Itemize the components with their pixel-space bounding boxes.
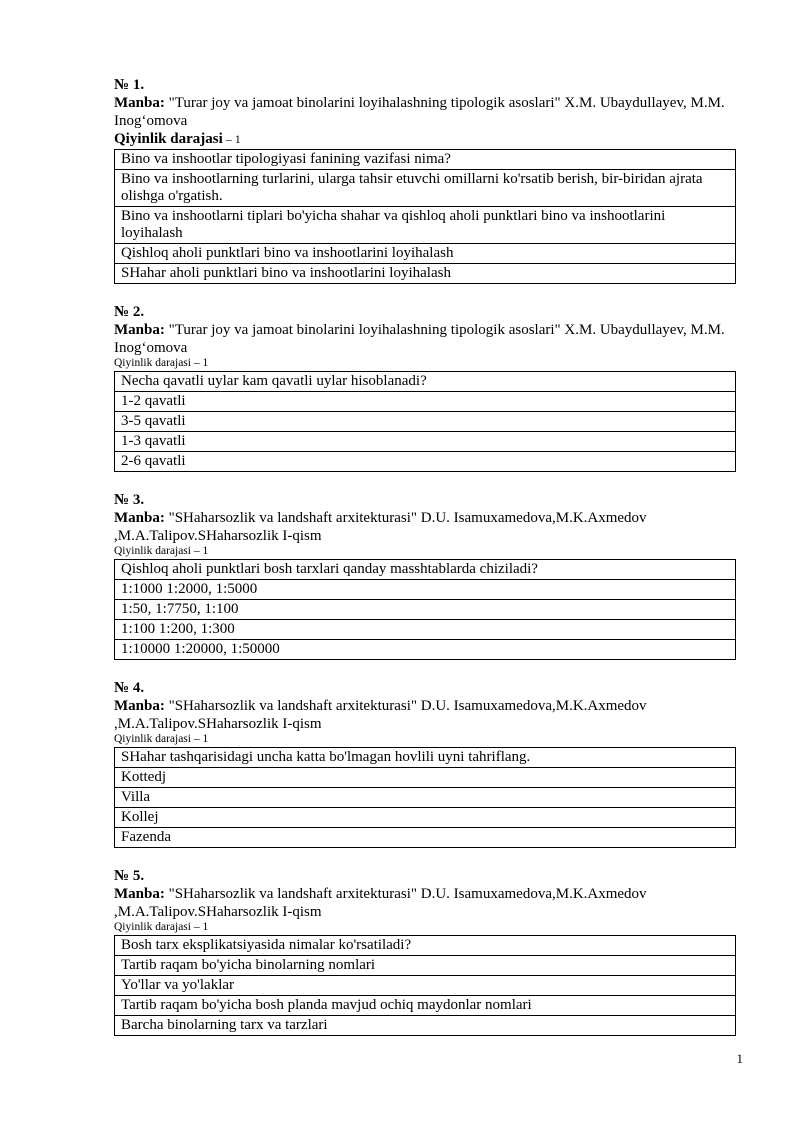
- source-label: Manba:: [114, 698, 165, 714]
- document-page: [114, 76, 736, 1055]
- answer-option: 1-3 qavatli: [115, 432, 736, 452]
- answer-option: Bino va inshootlarni tiplari bo'yicha shahar va qishloq aholi punktlari bino va inshootlarini loyihalash: [115, 207, 736, 244]
- question-table: [114, 149, 736, 284]
- question-block-5: [114, 867, 736, 1036]
- answer-option: 1:50, 1:7750, 1:100: [115, 600, 736, 620]
- difficulty-label: Qiyinlik darajasi: [114, 733, 191, 745]
- difficulty-line: [114, 545, 736, 558]
- question-number: № 2.: [114, 304, 145, 320]
- question-row: [115, 150, 736, 170]
- difficulty-line: [114, 733, 736, 746]
- answer-row: [115, 1016, 736, 1036]
- question-table: [114, 371, 736, 472]
- question-block-2: [114, 303, 736, 472]
- answer-option: Yo'llar va yo'laklar: [115, 976, 736, 996]
- question-block-3: [114, 491, 736, 660]
- answer-row: [115, 956, 736, 976]
- source-text: "SHaharsozlik va landshaft arxitekturasi" D.U. Isamuxamedova,M.K.Axmedov ,M.A.Talipov.SHaharsozlik I-qism: [114, 886, 647, 920]
- answer-option: Bino va inshootlarning turlarini, ularga tahsir etuvchi omillarni ko'rsatib berish, bir-biridan ajrata olishga o'rgatish.: [115, 170, 736, 207]
- difficulty-label: Qiyinlik darajasi: [114, 921, 191, 933]
- difficulty-label: Qiyinlik darajasi: [114, 131, 223, 147]
- difficulty-value: – 1: [222, 132, 241, 146]
- answer-option: SHahar aholi punktlari bino va inshootlarini loyihalash: [115, 264, 736, 284]
- answer-option: Barcha binolarning tarx va tarzlari: [115, 1016, 736, 1036]
- difficulty-label: Qiyinlik darajasi: [114, 545, 191, 557]
- question-source: [114, 509, 736, 545]
- question-block-1: [114, 76, 736, 284]
- difficulty-value: – 1: [190, 545, 209, 557]
- answer-row: [115, 808, 736, 828]
- question-number: № 1.: [114, 77, 145, 93]
- difficulty-line: [114, 130, 736, 148]
- source-text: "Turar joy va jamoat binolarini loyihalashning tipologik asoslari" X.M. Ubaydullayev, M.M. Inog‘omova: [114, 95, 725, 129]
- question-source: [114, 697, 736, 733]
- answer-row: [115, 580, 736, 600]
- difficulty-value: – 1: [190, 733, 209, 745]
- answer-option: 1:1000 1:2000, 1:5000: [115, 580, 736, 600]
- question-table: [114, 747, 736, 848]
- question-table: [114, 935, 736, 1036]
- source-text: "Turar joy va jamoat binolarini loyihalashning tipologik asoslari" X.M. Ubaydullayev, M.M. Inog‘omova: [114, 322, 725, 356]
- answer-option: 2-6 qavatli: [115, 452, 736, 472]
- question-row: [115, 372, 736, 392]
- question-row: [115, 936, 736, 956]
- question-number: № 3.: [114, 492, 145, 508]
- answer-option: Tartib raqam bo'yicha bosh planda mavjud ochiq maydonlar nomlari: [115, 996, 736, 1016]
- answer-option: Villa: [115, 788, 736, 808]
- question-table: [114, 559, 736, 660]
- answer-option: Fazenda: [115, 828, 736, 848]
- answer-row: [115, 640, 736, 660]
- answer-row: [115, 207, 736, 244]
- question-number: № 4.: [114, 680, 145, 696]
- source-label: Manba:: [114, 322, 165, 338]
- answer-option: 1:100 1:200, 1:300: [115, 620, 736, 640]
- answer-option: 1-2 qavatli: [115, 392, 736, 412]
- answer-option: Tartib raqam bo'yicha binolarning nomlari: [115, 956, 736, 976]
- question-row: [115, 560, 736, 580]
- answer-option: 3-5 qavatli: [115, 412, 736, 432]
- source-text: "SHaharsozlik va landshaft arxitekturasi" D.U. Isamuxamedova,M.K.Axmedov ,M.A.Talipov.SHaharsozlik I-qism: [114, 510, 647, 544]
- answer-row: [115, 788, 736, 808]
- question-source: [114, 94, 736, 130]
- source-label: Manba:: [114, 886, 165, 902]
- question-number: № 5.: [114, 868, 145, 884]
- question-text: Necha qavatli uylar kam qavatli uylar hisoblanadi?: [115, 372, 736, 392]
- difficulty-value: – 1: [190, 357, 209, 369]
- answer-option: Qishloq aholi punktlari bino va inshootlarini loyihalash: [115, 244, 736, 264]
- question-row: [115, 748, 736, 768]
- question-block-4: [114, 679, 736, 848]
- answer-option: Kottedj: [115, 768, 736, 788]
- question-source: [114, 885, 736, 921]
- source-text: "SHaharsozlik va landshaft arxitekturasi" D.U. Isamuxamedova,M.K.Axmedov ,M.A.Talipov.SHaharsozlik I-qism: [114, 698, 647, 732]
- answer-row: [115, 976, 736, 996]
- difficulty-line: [114, 357, 736, 370]
- source-label: Manba:: [114, 510, 165, 526]
- page-number: 1: [736, 1051, 743, 1066]
- answer-row: [115, 412, 736, 432]
- question-source: [114, 321, 736, 357]
- answer-row: [115, 600, 736, 620]
- question-text: SHahar tashqarisidagi uncha katta bo'lmagan hovlili uyni tahriflang.: [115, 748, 736, 768]
- answer-row: [115, 170, 736, 207]
- answer-row: [115, 392, 736, 412]
- answer-option: Kollej: [115, 808, 736, 828]
- answer-row: [115, 432, 736, 452]
- difficulty-value: – 1: [190, 921, 209, 933]
- answer-row: [115, 996, 736, 1016]
- question-text: Bosh tarx eksplikatsiyasida nimalar ko'rsatiladi?: [115, 936, 736, 956]
- answer-row: [115, 452, 736, 472]
- answer-row: [115, 244, 736, 264]
- answer-row: [115, 828, 736, 848]
- answer-option: 1:10000 1:20000, 1:50000: [115, 640, 736, 660]
- question-text: Qishloq aholi punktlari bosh tarxlari qanday masshtablarda chiziladi?: [115, 560, 736, 580]
- difficulty-line: [114, 921, 736, 934]
- difficulty-label: Qiyinlik darajasi: [114, 357, 191, 369]
- source-label: Manba:: [114, 95, 165, 111]
- answer-row: [115, 768, 736, 788]
- question-text: Bino va inshootlar tipologiyasi fanining vazifasi nima?: [115, 150, 736, 170]
- answer-row: [115, 264, 736, 284]
- answer-row: [115, 620, 736, 640]
